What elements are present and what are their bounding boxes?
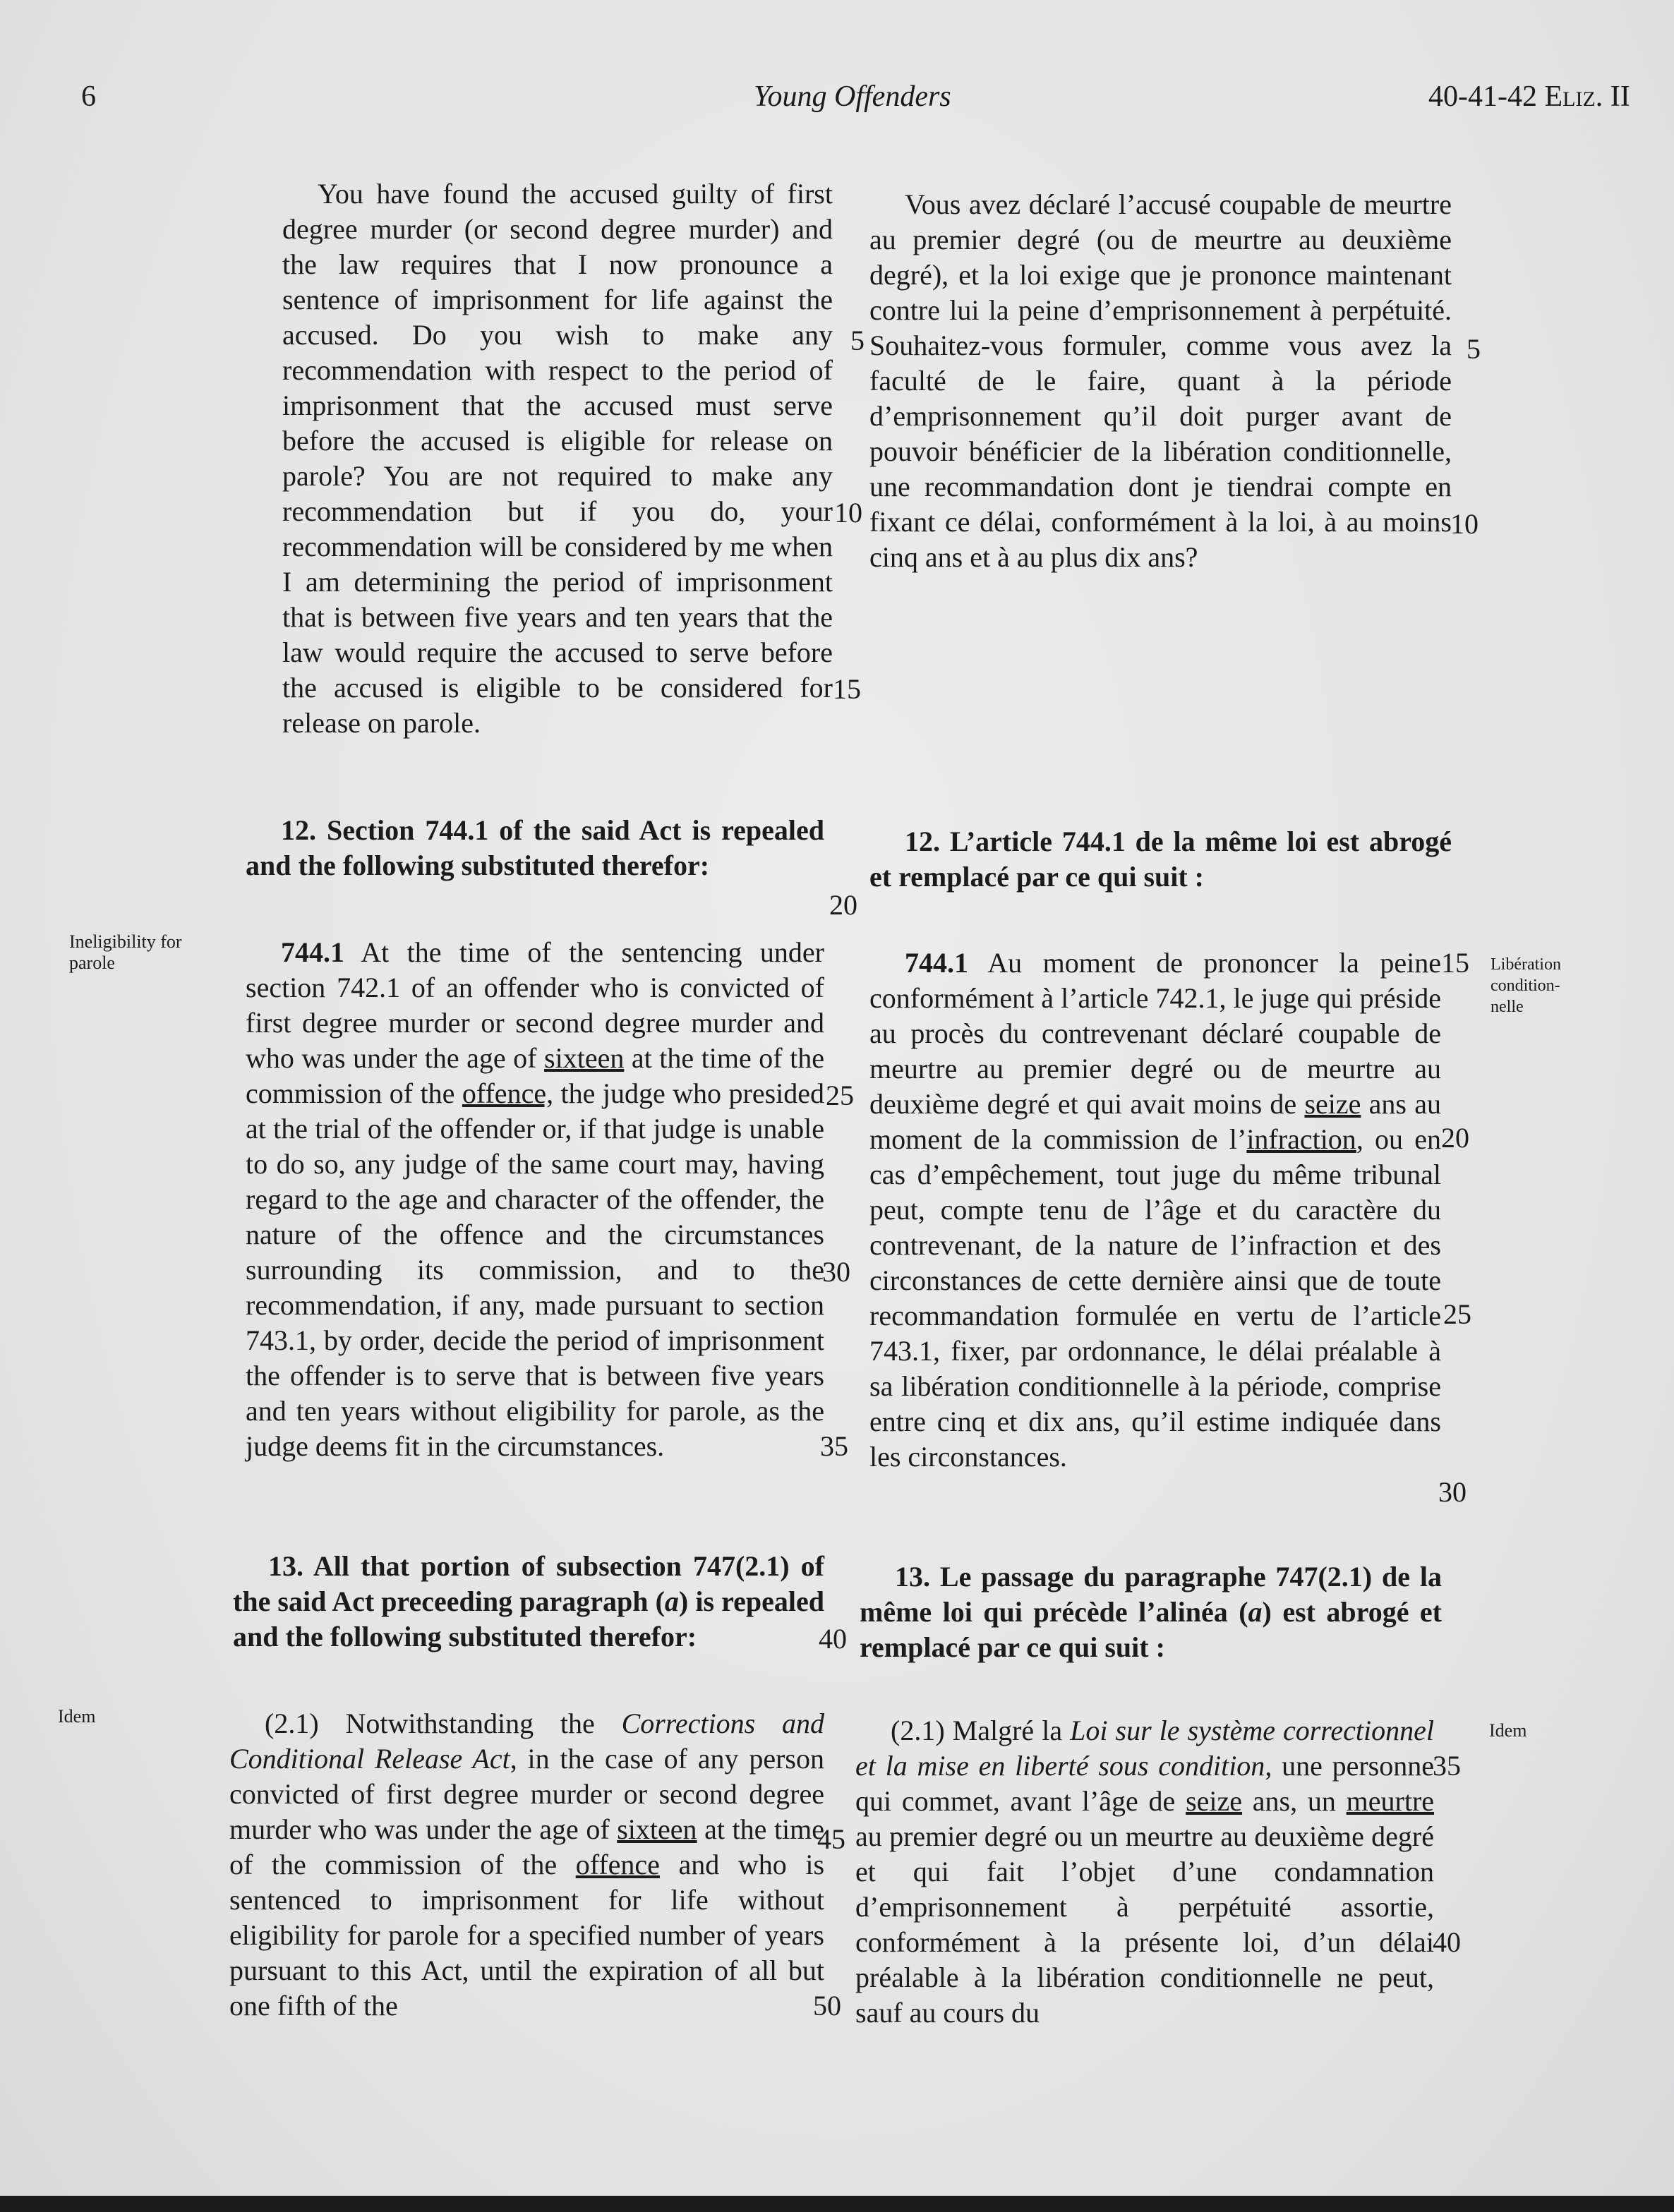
section-12-heading-fr: 12. L’article 744.1 de la même loi est abrogé et remplacé par ce qui suit :: [869, 826, 1452, 893]
page-number: 6: [81, 80, 96, 113]
section-13-heading-fr: 13. Le passage du paragraphe 747(2.1) de la même loi qui précède l’alinéa (a) est abrogé et remplacé par ce qui suit :: [860, 1561, 1442, 1663]
line-number-en: 45: [817, 1823, 845, 1855]
line-number-en: 40: [819, 1623, 847, 1655]
english-section-744-1: [246, 935, 824, 1464]
line-number-fr: 30: [1438, 1476, 1467, 1508]
line-number-fr: 40: [1433, 1926, 1461, 1958]
line-number-fr: 35: [1433, 1750, 1461, 1782]
french-section-744-1: [869, 945, 1441, 1475]
line-number-fr: 20: [1441, 1122, 1469, 1154]
line-number-en: 15: [833, 673, 861, 705]
margin-note-ineligibility: Ineligibility for parole: [69, 931, 182, 973]
recommendation-paragraph-en: You have found the accused guilty of first degree murder (or second degree murder) and the law requires that I now pronounce a sentence of imprisonment for life against the accused. Do you wish to make any recommendation with respect to the period of imprisonment that the accused must serve before the accused is eligible for release on parole? You are not required to make any recommendation but if you do, your recommendation will be considered by me when I am determining the period of imprisonment that is between five years and ten years that the law would require the accused to serve before the accused is eligible to be considered for release on parole.: [282, 178, 833, 739]
line-number-en: 25: [826, 1080, 854, 1111]
line-number-fr: 25: [1443, 1298, 1471, 1330]
margin-note-idem: Idem: [1489, 1720, 1527, 1741]
english-subsection-2-1: [229, 1706, 824, 2024]
english-section-13: [233, 1549, 824, 1655]
section-744-1-en: 744.1 At the time of the sentencing under section 742.1 of an offender who is convicted of first degree murder or second degree murder and who was under the age of sixteen at the time of the commission of the offence, the judge who presided at the trial of the offender or, if that judge is unable to do so, any judge of the same court may, having regard to the age and character of the offender, the nature of the offence and the circumstances surrounding its commission, and to the recommendation, if any, made pursuant to section 743.1, by order, decide the period of imprisonment the offender is to serve that is between five years and ten years without eligibility for parole, as the judge deems fit in the circumstances.: [246, 936, 825, 1462]
line-number-en: 30: [822, 1256, 850, 1288]
line-number-fr: 15: [1441, 947, 1469, 979]
line-number-fr: 10: [1450, 508, 1479, 540]
section-13-heading-en: 13. All that portion of subsection 747(2.1) of the said Act preceeding paragraph (a) is repealed and the following substituted therefor:: [233, 1550, 824, 1652]
line-number-en: 10: [834, 497, 862, 528]
regnal-year: 40-41-42 ELIZ. II: [1428, 80, 1630, 113]
line-number-en: 50: [813, 1990, 841, 2021]
french-section-13: [860, 1559, 1442, 1665]
margin-note-liberation: Libération condition-nelle: [1491, 955, 1561, 1016]
english-recommendation: [282, 176, 833, 741]
subsection-2-1-fr: (2.1) Malgré la Loi sur le système correctionnel et la mise en liberté sous condition, une personne qui commet, avant l’âge de seize ans, un meurtre au premier degré ou un meurtre au deuxième degré et qui fait l’objet d’une condamnation d’emprisonnement à perpétuité assortie, conformément à la présente loi, d’un délai préalable à la libération conditionnelle ne peut, sauf au cours du: [855, 1715, 1435, 2029]
french-subsection-2-1: [855, 1713, 1434, 2031]
scan-bottom-edge: [0, 2196, 1674, 2212]
running-title: Young Offenders: [754, 80, 951, 113]
french-section-12: [869, 824, 1452, 895]
french-recommendation: [869, 187, 1452, 575]
english-section-12: [246, 813, 824, 883]
recommendation-paragraph-fr: Vous avez déclaré l’accusé coupable de meurtre au premier degré (ou de meurtre au deuxième degré), et la loi exige que je prononce maintenant contre lui la peine d’emprisonnement à perpétuité. Souhaitez-vous formuler, comme vous avez la faculté de le faire, quant à la période d’emprisonnement qu’il doit purger avant de pouvoir bénéficier de la libération conditionnelle, une recommandation dont je tiendrai compte en fixant ce délai, conformément à la loi, à au moins cinq ans et à au plus dix ans?: [869, 188, 1452, 573]
margin-note-idem: Idem: [58, 1706, 96, 1727]
line-number-fr: 5: [1467, 333, 1481, 365]
section-744-1-fr: 744.1 Au moment de prononcer la peine conformément à l’article 742.1, le juge qui préside au procès du contrevenant déclaré coupable de meurtre au premier degré ou de meurtre au deuxième degré et qui avait moins de seize ans au moment de la commission de l’infraction, ou en cas d’empêchement, tout juge du même tribunal peut, compte tenu de l’âge et du caractère du contrevenant, de la nature de l’infraction et des circonstances de cette dernière ainsi que de toute recommandation formulée en vertu de l’article 743.1, fixer, par ordonnance, le délai préalable à sa libération conditionnelle à la période, comprise entre cinq et dix ans, qu’il estime indiquée dans les circonstances.: [869, 947, 1441, 1473]
line-number-en: 35: [820, 1430, 848, 1462]
subsection-2-1-en: (2.1) Notwithstanding the Corrections and Conditional Release Act, in the case of any person convicted of first degree murder or second degree murder who was under the age of sixteen at the time of the commission of the offence and who is sentenced to imprisonment for life without eligibility for parole for a specified number of years pursuant to this Act, until the expiration of all but one fifth of the: [229, 1708, 825, 2021]
line-number-en: 5: [850, 325, 865, 356]
line-number-en: 20: [829, 889, 857, 921]
section-12-heading-en: 12. Section 744.1 of the said Act is repealed and the following substituted therefor:: [246, 814, 824, 881]
